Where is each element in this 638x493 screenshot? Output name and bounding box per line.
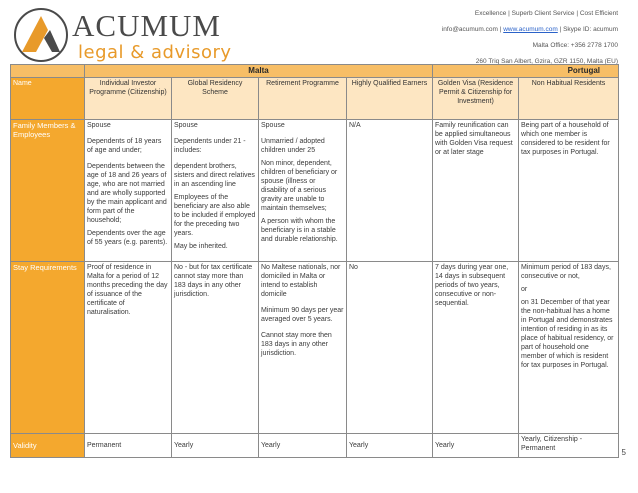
- cell-text: Spouse: [261, 122, 285, 129]
- cell-validity-golden: Yearly: [433, 434, 519, 458]
- office-address: 260 Triq San Albert, Gzira, GZR 1150, Malta (EU): [475, 58, 618, 65]
- col-non-habitual: Non Habitual Residents: [519, 78, 619, 120]
- cell-family-global: [172, 120, 259, 262]
- cell-text: or: [521, 286, 528, 293]
- row-label-validity: Validity: [11, 434, 85, 458]
- contact-line: [278, 22, 618, 38]
- email-text: info@acumum.com |: [441, 26, 504, 33]
- contact-block: [278, 6, 618, 70]
- cell-stay-golden: 7 days during year one, 14 days in subsequent periods of two years, consecutive or non-sequential.: [433, 262, 519, 434]
- skype-text: | Skype ID: acumum: [557, 26, 618, 33]
- cell-family-individual: [85, 120, 172, 262]
- cell-text: Dependents between the age of 18 and 26 years of age, who are not married and are wholly supported by the main applicant and form part of the household;: [87, 163, 167, 224]
- cell-text: Dependents over the age of 55 years (e.g. parents).: [87, 230, 168, 246]
- cell-text: Unmarried / adopted children under 25: [261, 138, 325, 154]
- cell-stay-nhr: [519, 262, 619, 434]
- col-retirement: Retirement Programme: [259, 78, 347, 120]
- cell-stay-hqe: No: [347, 262, 433, 434]
- country-portugal: Portugal: [433, 65, 619, 78]
- cell-text: on 31 December of that year the non-habitual has a home in Portugal and demonstrates intention of residing in as its place of habitual residency, or part of household one member of which is resident for tax purposes in Portugal.: [521, 299, 614, 369]
- logo-name: ACUMUM: [72, 8, 221, 43]
- comparison-table: [10, 64, 619, 458]
- col-name: Name: [11, 78, 85, 120]
- cell-text: Spouse: [87, 122, 111, 129]
- table-row-stay: [11, 262, 619, 434]
- table-row-validity: [11, 434, 619, 458]
- country-header-row: [11, 65, 619, 78]
- corner-cell: [11, 65, 85, 78]
- office-phone: Malta Office: +356 2778 1700: [532, 42, 618, 49]
- cell-text: Minimum period of 183 days, consecutive or not,: [521, 264, 611, 280]
- cell-family-hqe: N/A: [347, 120, 433, 262]
- table-row-family: [11, 120, 619, 262]
- cell-text: Spouse: [174, 122, 198, 129]
- cell-validity-global: Yearly: [172, 434, 259, 458]
- logo-subtitle: legal & advisory: [78, 42, 232, 63]
- cell-stay-global: No - but for tax certificate cannot stay more than 183 days in any other jurisdiction.: [172, 262, 259, 434]
- cell-validity-individual: Permanent: [85, 434, 172, 458]
- row-label-stay: Stay Requirements: [11, 262, 85, 434]
- cell-text: Cannot stay more then 183 days in any other jurisdiction.: [261, 332, 332, 357]
- cell-text: Dependents under 21 - includes:: [174, 138, 246, 154]
- cell-text: Non minor, dependent, children of beneficiary or spouse (illness or disability of a serious gravity are unable to maintain themselves;: [261, 160, 338, 212]
- acumum-logo-icon: [14, 8, 68, 62]
- column-header-row: [11, 78, 619, 120]
- cell-family-nhr: Being part of a household of which one member is considered to be resident for tax purposes in Portugal.: [519, 120, 619, 262]
- cell-text: No Maltese nationals, nor domiciled in Malta or intend to establish domicile: [261, 264, 341, 298]
- cell-text: dependent brothers, sisters and direct relatives in an ascending line: [174, 163, 255, 188]
- cell-text: A person with whom the beneficiary is in a stable and durable relationship.: [261, 218, 338, 243]
- page-number: 5: [621, 448, 626, 457]
- country-malta: Malta: [85, 65, 433, 78]
- website-link[interactable]: www.acumum.com: [503, 26, 558, 33]
- cell-text: May be inherited.: [174, 243, 228, 250]
- cell-validity-nhr: Yearly, Citizenship - Permanent: [519, 434, 619, 458]
- col-highly-qualified: Highly Qualified Earners: [347, 78, 433, 120]
- col-golden-visa: Golden Visa (Residence Permit & Citizenship for Investment): [433, 78, 519, 120]
- col-individual-investor: Individual Investor Programme (Citizenship): [85, 78, 172, 120]
- cell-text: Employees of the beneficiary are also able to be included if employed for the preceding two years.: [174, 194, 256, 237]
- row-label-family: Family Members & Employees: [11, 120, 85, 262]
- tagline: Excellence | Superb Client Service | Cost Efficient: [474, 10, 618, 17]
- col-global-residency: Global Residency Scheme: [172, 78, 259, 120]
- cell-validity-hqe: Yearly: [347, 434, 433, 458]
- cell-text: Dependents of 18 years of age and under;: [87, 138, 162, 154]
- cell-stay-retirement: [259, 262, 347, 434]
- cell-family-retirement: [259, 120, 347, 262]
- cell-text: Minimum 90 days per year averaged over 5 years.: [261, 307, 344, 323]
- cell-family-golden: Family reunification can be applied simultaneous with Golden Visa request or at later stage: [433, 120, 519, 262]
- cell-validity-retirement: Yearly: [259, 434, 347, 458]
- acumum-logo: [14, 6, 254, 64]
- cell-stay-individual: Proof of residence in Malta for a period of 12 months preceding the day of issuance of the certificate of naturalisation.: [85, 262, 172, 434]
